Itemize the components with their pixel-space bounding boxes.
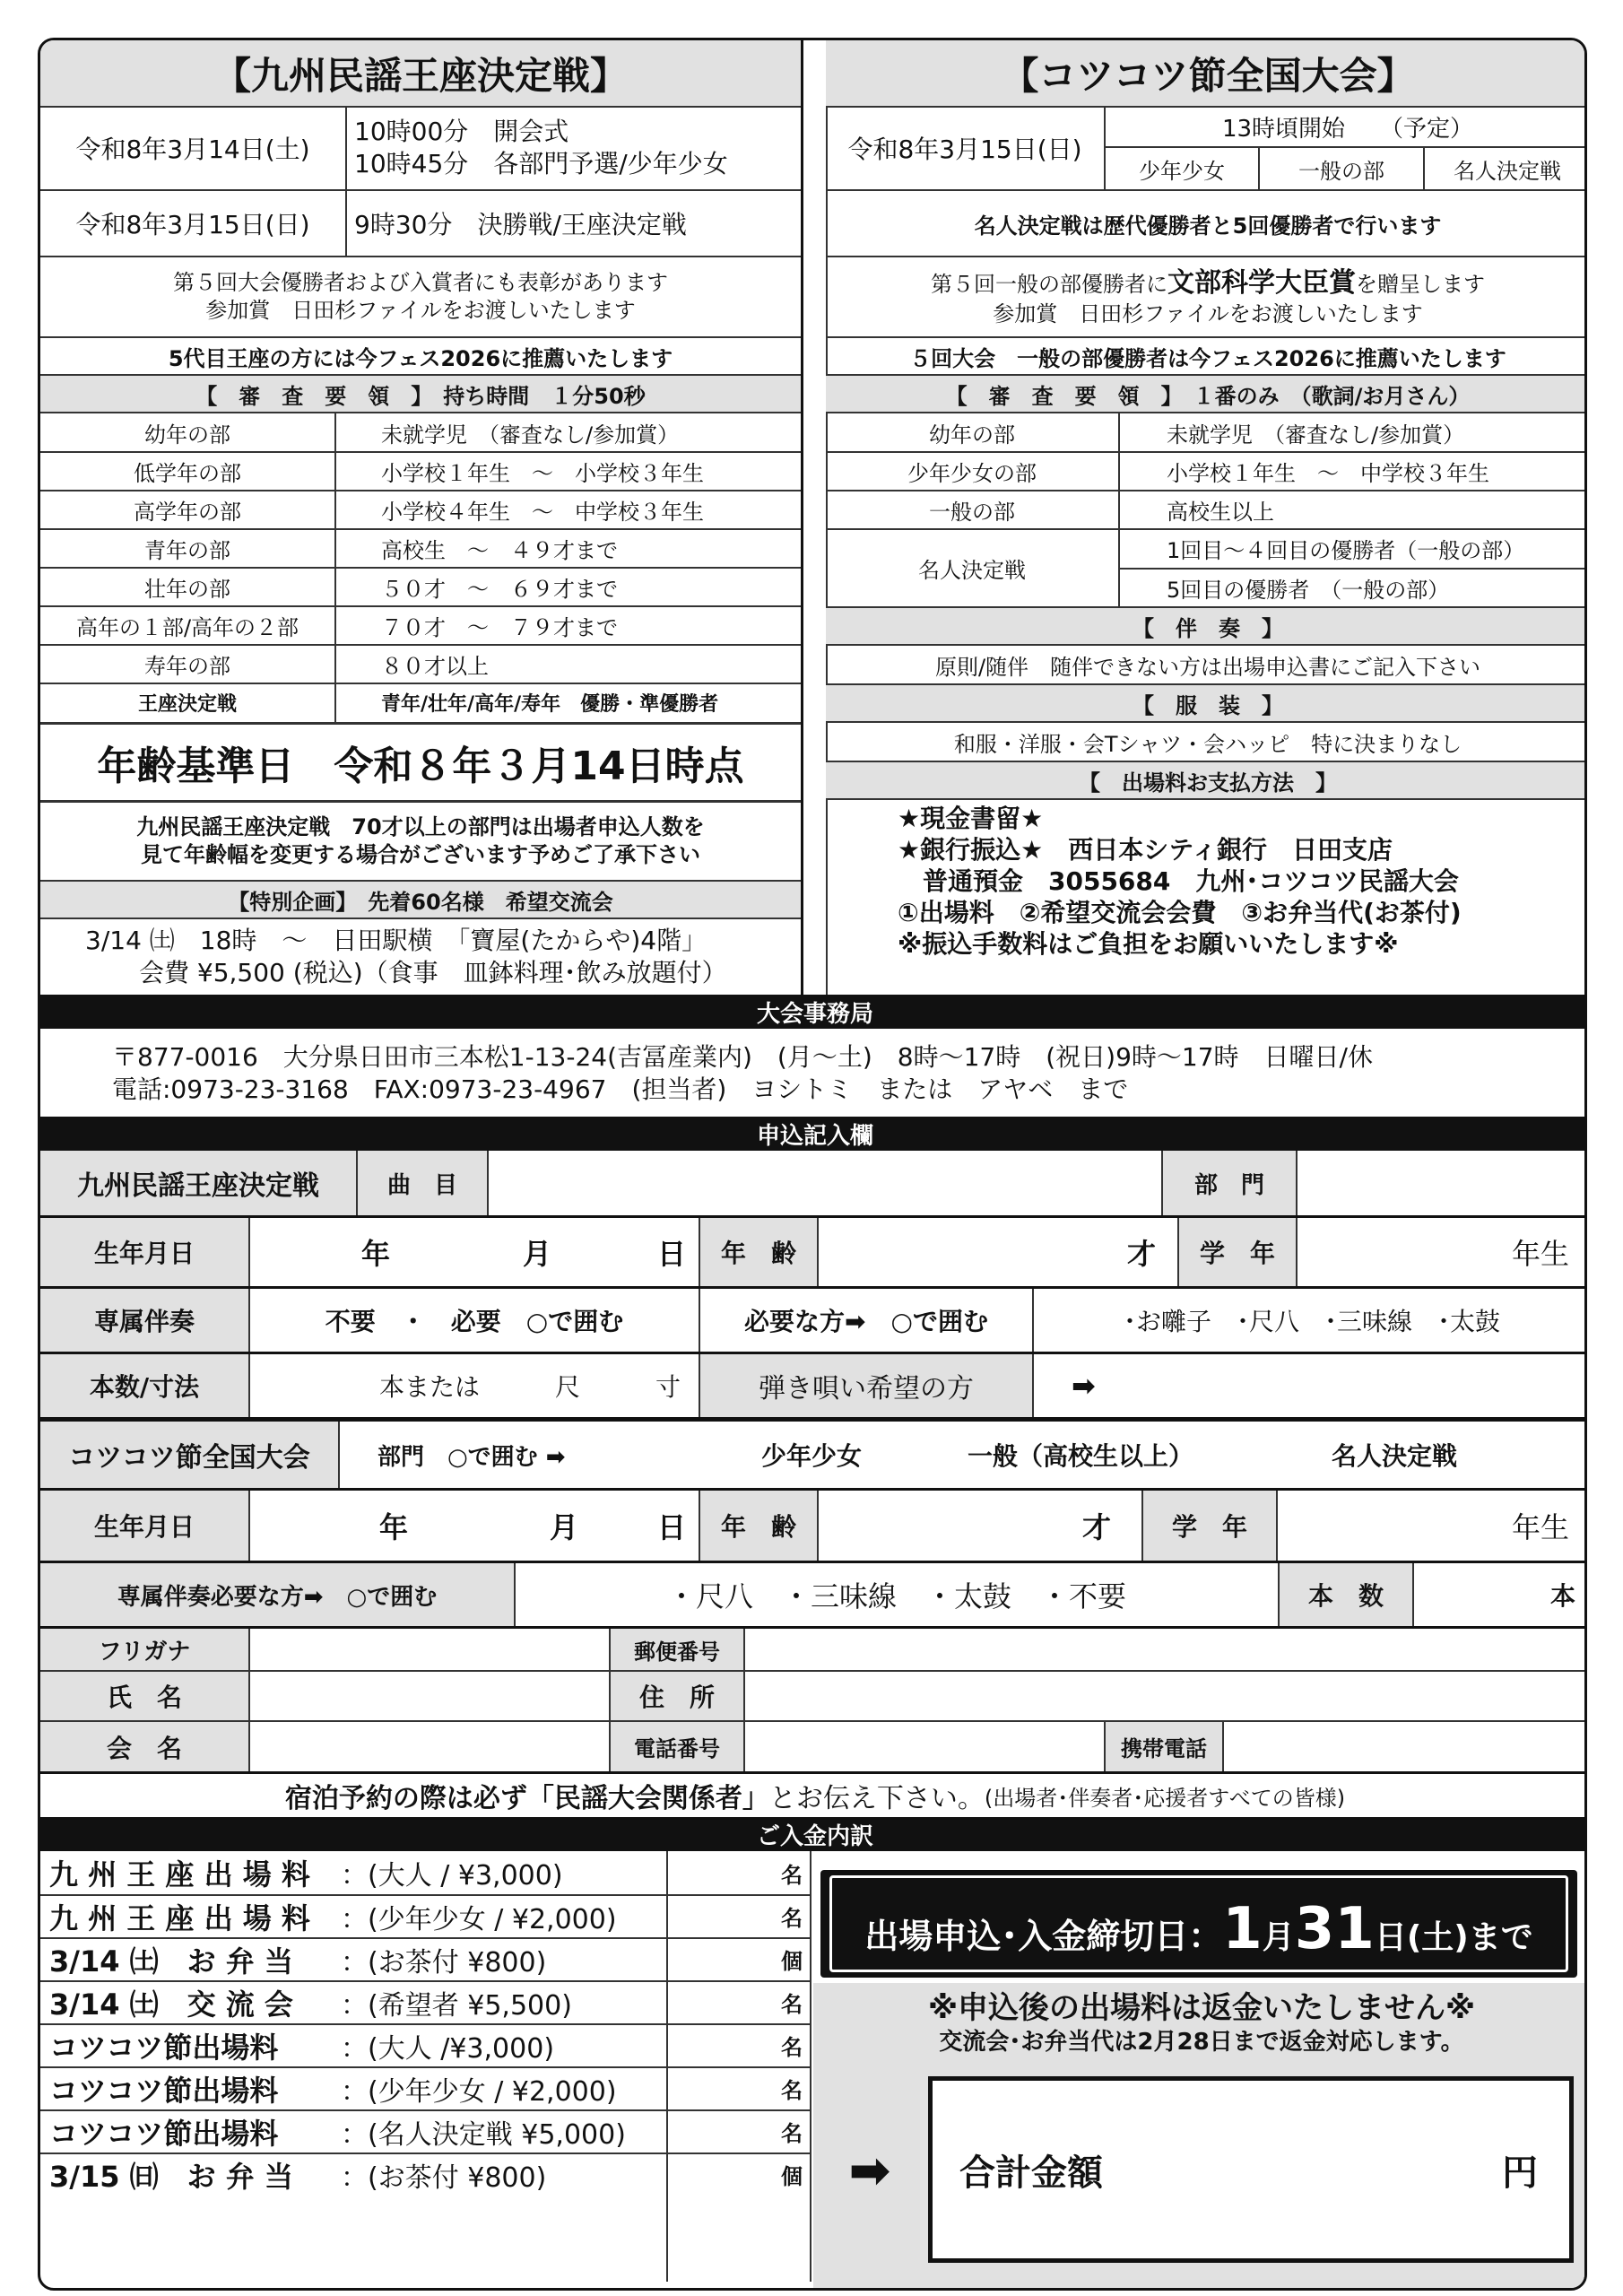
kotsu-age-label: 年 齢: [720, 1512, 796, 1542]
right-judge-header: 【 審 査 要 領 】 １番のみ （歌詞/お月さん）: [945, 383, 1471, 409]
day-unit: 日: [656, 1510, 686, 1544]
left-div-name: 王座決定戦: [137, 693, 237, 716]
left-div-name: 寿年の部: [144, 653, 230, 679]
pay-line: ①出場料 ②希望交流会会費 ③お弁当代(お茶付): [898, 898, 1462, 927]
form-header: 申込記入欄: [40, 1117, 1587, 1151]
right-award1-bold: 文部科学大臣賞: [1167, 266, 1356, 299]
right-div-name: 幼年の部: [929, 422, 1015, 448]
kotsu-birth-input[interactable]: [250, 1491, 699, 1561]
grade-unit: 年生: [1511, 1510, 1569, 1544]
arrow-right-icon: ➡: [848, 2141, 891, 2200]
payment-header: ご入金内訳: [40, 1817, 1587, 1851]
left-div-cond: ８０才以上: [381, 653, 489, 679]
kyushu-age-input[interactable]: [819, 1218, 1177, 1286]
right-cat: 少年少女: [1139, 158, 1225, 184]
payment-item: 3/14 ㈯ お 弁 当: [49, 1944, 293, 1979]
lodging-note: [40, 1774, 1587, 1817]
hikigatari-label: 弾き唄い希望の方: [759, 1373, 974, 1405]
office-header: 大会事務局: [40, 995, 1587, 1029]
lodging-post: とお伝え下さい。: [768, 1783, 985, 1814]
payment-unit: 名: [781, 1906, 803, 1931]
deadline-day-num: 31: [1294, 1896, 1375, 1962]
left-judge-header: 【 審 査 要 領 】 持ち時間 １分50秒: [195, 383, 646, 409]
payment-qty-input[interactable]: [668, 1895, 774, 1937]
left-div-name: 高学年の部: [134, 499, 241, 525]
age-unit: 才: [1126, 1237, 1156, 1271]
payment-detail: ：(名人決定戦 ¥5,000): [341, 2118, 626, 2151]
right-meijin-cond1: 1回目～４回目の優勝者（一般の部）: [1167, 537, 1525, 563]
honsu-input[interactable]: 本または 尺 寸: [378, 1372, 681, 1402]
accomp-header: 【 伴 奏 】: [1133, 615, 1283, 641]
payment-unit: 名: [781, 1992, 803, 2017]
payment-qty-input[interactable]: [668, 2024, 774, 2066]
left-day1-line1: 10時00分 開会式: [354, 116, 569, 146]
need-label: 必要な方➡ ○で囲む: [744, 1307, 988, 1336]
payment-unit: 名: [781, 2078, 803, 2103]
month-unit: 月: [522, 1237, 551, 1271]
kotsu-form-title: コツコツ節全国大会: [68, 1442, 310, 1474]
pay-line: ★現金書留★: [898, 804, 1044, 833]
payment-detail: ：(少年少女 / ¥2,000): [341, 2075, 617, 2108]
payment-item: 3/14 ㈯ 交 流 会: [49, 1987, 293, 2022]
pay-methods: [898, 803, 1587, 991]
kyushu-form-title: 九州民謡王座決定戦: [77, 1170, 319, 1202]
kyushu-grade-input[interactable]: [1298, 1218, 1587, 1286]
right-meijin-name: 名人決定戦: [918, 557, 1026, 583]
age-base-date: 年齢基準日 令和８年３月14日時点: [97, 744, 744, 789]
payment-item: 九 州 王 座 出 場 料: [49, 1900, 310, 1935]
honsu-label: 本数/寸法: [89, 1372, 200, 1402]
kotsu-instrument-options[interactable]: ・尺八 ・三味線 ・太鼓 ・不要: [666, 1579, 1126, 1613]
left-div-name: 低学年の部: [134, 460, 241, 486]
song-input[interactable]: [489, 1151, 1161, 1215]
left-div-cond: 小学校１年生 ～ 小学校３年生: [381, 460, 704, 486]
left-div-name: 壮年の部: [144, 576, 230, 602]
yen-unit: 円: [1502, 2152, 1538, 2194]
hikigatari-input[interactable]: ➡: [1072, 1369, 1096, 1403]
left-day1-line2: 10時45分 各部門予選/少年少女: [354, 149, 728, 178]
payment-qty-input[interactable]: [668, 2110, 774, 2152]
payment-detail: ：(お茶付 ¥800): [341, 2161, 547, 2194]
kotsu-dept-option[interactable]: 一般（高校生以上）: [967, 1441, 1193, 1471]
left-award: [40, 257, 801, 336]
left-div-cond: 未就学児 （審査なし/参加賞）: [381, 422, 680, 448]
accomp-label: 専属伴奏: [93, 1307, 195, 1336]
deadline-pre: 出場申込･入金締切日：: [864, 1917, 1223, 1956]
payment-detail: ：(お茶付 ¥800): [341, 1946, 547, 1979]
kotsu-dept-label: 部門 ○で囲む ➡: [378, 1443, 566, 1471]
payment-unit: 個: [781, 1949, 803, 1974]
refund-note: 交流会･お弁当代は2月28日まで返金対応します。: [939, 2029, 1464, 2057]
left-day2-date: 令和8年3月15日(日): [75, 210, 310, 239]
meijin-note: 名人決定戦は歴代優勝者と5回優勝者で行います: [974, 213, 1442, 239]
right-div-name: 少年少女の部: [907, 460, 1037, 486]
payment-item: コツコツ節出場料: [49, 2073, 279, 2108]
payment-qty-input[interactable]: [668, 1851, 774, 1894]
flyer-frame: [38, 38, 1587, 2291]
dress-text: 和服・洋服・会Tシャツ・会ハッピ 特に決まりなし: [953, 731, 1462, 757]
pay-line: ★銀行振込★ 西日本シティ銀行 日田支店: [898, 835, 1393, 865]
dept-label: 部 門: [1193, 1171, 1264, 1199]
no-refund: ※申込後の出場料は返金いたしません※: [927, 1990, 1476, 2026]
right-cat: 一般の部: [1298, 158, 1384, 184]
payment-unit: 名: [781, 1862, 803, 1888]
kyushu-grade-label: 学 年: [1199, 1239, 1275, 1268]
address-label: 住 所: [638, 1683, 715, 1712]
instrument-options[interactable]: ･お囃子 ･尺八 ･三味線 ･太鼓: [1123, 1307, 1500, 1336]
deadline-month-unit: 月: [1262, 1919, 1295, 1956]
pay-line: 普通預金 3055684 九州･コツコツ民謡大会: [923, 866, 1459, 896]
day-unit: 日: [656, 1237, 686, 1271]
payment-detail: ：(大人 /¥3,000): [341, 2032, 555, 2065]
right-start: 13時頃開始 （予定）: [1221, 115, 1474, 143]
payment-item: 九 州 王 座 出 場 料: [49, 1857, 310, 1892]
deadline-month-num: 1: [1222, 1896, 1263, 1962]
total-label: 合計金額: [959, 2152, 1103, 2194]
left-recommend: 5代目王座の方には今フェス2026に推薦いたします: [168, 345, 673, 371]
furigana-input[interactable]: [250, 1629, 609, 1670]
kotsu-grade-label: 学 年: [1171, 1512, 1247, 1542]
kyushu-age-label: 年 齢: [720, 1239, 796, 1268]
right-title: 【コツコツ節全国大会】: [1001, 54, 1415, 98]
left-div-cond: ５０才 ～ ６９才まで: [381, 576, 618, 602]
kotsu-honsu-label: 本 数: [1307, 1581, 1384, 1611]
mobile-label: 携帯電話: [1121, 1736, 1207, 1761]
payment-item: コツコツ節出場料: [49, 2116, 279, 2151]
left-div-cond: 小学校４年生 ～ 中学校３年生: [381, 499, 704, 525]
right-div-cond: 未就学児 （審査なし/参加賞）: [1167, 422, 1465, 448]
kotsu-birth-label: 生年月日: [93, 1512, 195, 1542]
kyushu-birth-label: 生年月日: [93, 1239, 195, 1268]
pay-line: ※振込手数料はご負担をお願いいたします※: [898, 929, 1399, 959]
right-award1-line: [931, 265, 1485, 300]
kotsu-honsu-input[interactable]: [1414, 1563, 1587, 1626]
payment-qty-input[interactable]: [668, 1938, 774, 1980]
office-phone: 電話:0973-23-3168 FAX:0973-23-4967 (担当者) ヨシトミ または アヤベ まで: [112, 1074, 1129, 1104]
office-address: 〒877-0016 大分県日田市三本松1-13-24(吉冨産業内) (月～土) 8時～17時 (祝日)9時～17時 日曜日/休: [112, 1041, 1373, 1072]
left-div-name: 幼年の部: [144, 422, 230, 448]
left-div-cond: 高校生 ～ ４９才まで: [381, 537, 618, 563]
lodging-pre: 宿泊予約の際は必ず: [284, 1783, 527, 1814]
left-note2: 見て年齢幅を変更する場合がございます予めご了承下さい: [141, 842, 700, 867]
lodging-bold: 「民謡大会関係者」: [526, 1783, 769, 1814]
right-award: [826, 257, 1587, 336]
accomp-options[interactable]: 不要 ・ 必要 ○で囲む: [325, 1307, 624, 1336]
right-div-name: 一般の部: [929, 499, 1015, 525]
right-recommend: ５回大会 一般の部優勝者は今フェス2026に推薦いたします: [909, 345, 1506, 371]
payment-detail: ：(希望者 ¥5,500): [341, 1989, 572, 2022]
year-unit: 年: [360, 1237, 390, 1271]
payment-unit: 名: [781, 2121, 803, 2146]
month-unit: 月: [549, 1510, 578, 1544]
name-input[interactable]: [250, 1672, 609, 1720]
zip-label: 郵便番号: [634, 1639, 720, 1665]
left-div-cond: 青年/壮年/高年/寿年 優勝・準優勝者: [381, 693, 719, 716]
kotsu-dept-option[interactable]: 少年少女: [760, 1441, 862, 1471]
office-info: [112, 1031, 1583, 1117]
payment-unit: 名: [781, 2035, 803, 2060]
payment-unit: 個: [781, 2164, 803, 2189]
left-day1-schedule: [354, 107, 801, 189]
left-div-name: 青年の部: [144, 537, 230, 563]
song-label: 曲 目: [386, 1171, 457, 1199]
right-meijin-cond2: 5回目の優勝者 （一般の部）: [1167, 577, 1450, 603]
lodging-small: (出場者･伴奏者･応援者すべての皆様): [984, 1785, 1346, 1811]
left-divisions-table: [40, 413, 801, 722]
zip-input[interactable]: [745, 1629, 1587, 1670]
left-age-note: [40, 803, 801, 880]
left-div-cond: ７０才 ～ ７９才まで: [381, 614, 618, 640]
mobile-input[interactable]: [1224, 1722, 1587, 1771]
address-input[interactable]: [745, 1672, 1587, 1720]
pay-header: 【 出場料お支払方法 】: [1079, 770, 1337, 796]
club-input[interactable]: [250, 1722, 609, 1771]
honsu-unit: 本: [1549, 1581, 1575, 1611]
payment-item: 3/15 ㈰ お 弁 当: [49, 2159, 293, 2194]
furigana-label: フリガナ: [98, 1638, 191, 1665]
right-award1-end: を贈呈します: [1356, 271, 1485, 297]
special-line1: 3/14 ㈯ 18時 ～ 日田駅横 「寶屋(たからや)4階」: [85, 925, 707, 955]
left-award1: 第５回大会優勝者および入賞者にも表彰があります: [173, 269, 668, 295]
name-label: 氏 名: [106, 1683, 182, 1712]
left-day2-schedule: 9時30分 決勝戦/王座決定戦: [354, 210, 687, 239]
right-award2: 参加賞 日田杉ファイルをお渡しいたします: [993, 300, 1423, 326]
kotsu-dept-option[interactable]: 名人決定戦: [1331, 1441, 1457, 1471]
payment-table: [40, 1851, 812, 2282]
payment-item: コツコツ節出場料: [49, 2030, 279, 2065]
right-div-cond: 小学校１年生 ～ 中学校３年生: [1167, 460, 1489, 486]
right-div-cond: 高校生以上: [1167, 499, 1274, 525]
year-unit: 年: [378, 1510, 408, 1544]
payment-detail: ：(大人 / ¥3,000): [341, 1860, 563, 1892]
age-unit: 才: [1081, 1510, 1111, 1544]
tel-input[interactable]: [745, 1722, 1104, 1771]
left-award2: 参加賞 日田杉ファイルをお渡しいたします: [205, 298, 636, 323]
club-label: 会 名: [106, 1733, 182, 1763]
payment-detail: ：(少年少女 / ¥2,000): [341, 1903, 617, 1935]
dress-header: 【 服 装 】: [1133, 692, 1283, 718]
deadline-text: [829, 1875, 1568, 1972]
kotsu-grade-input[interactable]: [1278, 1491, 1587, 1561]
tel-label: 電話番号: [634, 1736, 720, 1761]
payment-qty-input[interactable]: [668, 2153, 774, 2196]
left-title: 【九州民謡王座決定戦】: [213, 54, 628, 98]
grade-unit: 年生: [1511, 1237, 1569, 1271]
deadline-post: 日(土)まで: [1374, 1919, 1533, 1956]
payment-qty-input[interactable]: [668, 2067, 774, 2109]
special-line2: 会費 ¥5,500 (税込)（食事 皿鉢料理･飲み放題付）: [139, 958, 727, 987]
left-div-name: 高年の１部/高年の２部: [75, 614, 299, 640]
right-award1: 第５回一般の部優勝者に: [931, 271, 1167, 297]
right-column: [826, 40, 1587, 995]
payment-qty-input[interactable]: [668, 1981, 774, 2023]
total-amount-box[interactable]: [928, 2076, 1574, 2263]
special-event: [85, 919, 801, 995]
kotsu-accomp-label: 専属伴奏必要な方➡ ○で囲む: [117, 1583, 438, 1611]
dept-input[interactable]: [1298, 1151, 1587, 1215]
refund-notes: [813, 1983, 1587, 2064]
application-form: [40, 1151, 1587, 1771]
special-header: 【特別企画】 先着60名様 希望交流会: [228, 889, 613, 915]
left-day1-date: 令和8年3月14日(土): [75, 135, 310, 164]
accomp-text: 原則/随伴 随伴できない方は出場申込書にご記入下さい: [934, 654, 1481, 680]
left-note1: 九州民謡王座決定戦 70才以上の部門は出場者申込人数を: [136, 813, 705, 839]
kyushu-birth-input[interactable]: [250, 1218, 699, 1286]
right-cat: 名人決定戦: [1454, 158, 1561, 184]
right-date: 令和8年3月15日(日): [847, 135, 1082, 164]
kotsu-age-input[interactable]: [819, 1491, 1141, 1561]
